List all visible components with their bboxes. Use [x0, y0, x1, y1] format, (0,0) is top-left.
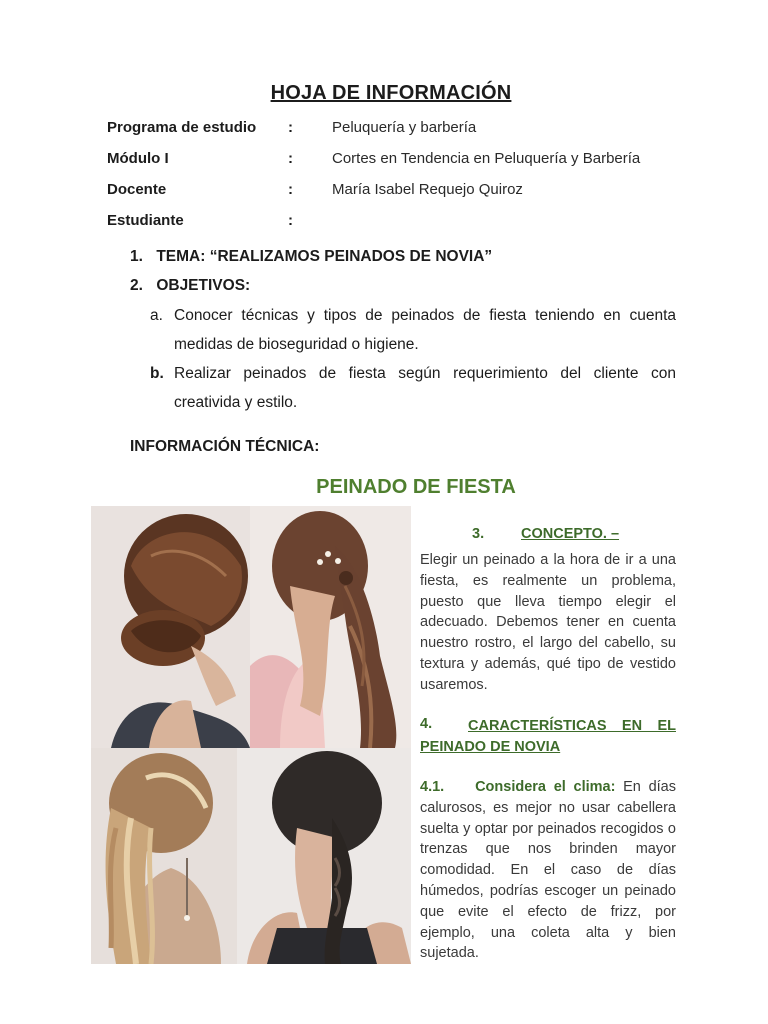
braided-ponytail-photo [237, 748, 411, 964]
info-row-module [107, 150, 687, 170]
info-label: Módulo I [107, 150, 169, 167]
objective-letter: a. [150, 307, 163, 324]
info-value: Peluquería y barbería [332, 119, 477, 136]
item-label: OBJETIVOS: [156, 277, 251, 294]
climate-heading: Considera el clima: [475, 779, 616, 795]
climate-paragraph [420, 777, 676, 964]
info-row-teacher [107, 181, 687, 201]
info-label: Docente [107, 181, 167, 198]
info-colon: : [288, 181, 293, 198]
half-up-waves-photo [250, 506, 411, 748]
info-colon: : [288, 150, 293, 167]
info-row-program [107, 119, 687, 139]
climate-text: En días calurosos, es mejor no usar cabellera suelta y optar por peinados recogidos o trenzas que nos brinden mayor comodidad. En el caso de días húmedos, podrías escoger un peinado que evite el efecto de frizz, por ejemplo, una coleta alta y bien sujetada. [420, 779, 676, 962]
characteristics-number: 4. [420, 716, 433, 732]
item-number: 1. [130, 248, 143, 265]
info-row-student [107, 212, 687, 232]
info-colon: : [288, 212, 293, 229]
objective-text: Conocer técnicas y tipos de peinados de fiesta teniendo en cuenta medidas de bioseguridad o higiene. [174, 307, 676, 353]
item-label: TEMA: [156, 248, 206, 265]
characteristics-heading: CARACTERÍSTICAS EN EL PEINADO DE NOVIA [420, 718, 676, 755]
info-colon: : [288, 119, 293, 136]
info-label: Programa de estudio [107, 119, 257, 136]
item-tema [130, 248, 492, 266]
document-title: HOJA DE INFORMACIÓN [270, 82, 512, 104]
info-value: María Isabel Requejo Quiroz [332, 181, 523, 198]
concept-heading: CONCEPTO. – [521, 526, 620, 542]
technical-info-heading: INFORMACIÓN TÉCNICA: [130, 438, 320, 455]
climate-number: 4.1. [420, 779, 445, 795]
objective-a [150, 301, 676, 359]
blonde-waves-photo [91, 748, 237, 964]
info-label: Estudiante [107, 212, 184, 229]
concept-paragraph: Elegir un peinado a la hora de ir a una fiesta, es realmente un problema, puesto que lleva tiempo elegir el adecuado. Debemos tener en cuenta nuestro rostro, el largo del cabello, su textura y además, qué tipo de vestido usaremos. [420, 552, 676, 693]
objective-letter: b. [150, 365, 164, 382]
item-number: 2. [130, 277, 143, 294]
concept-number: 3. [472, 526, 485, 542]
low-bun-photo [91, 506, 250, 748]
info-value: Cortes en Tendencia en Peluquería y Barbería [332, 150, 641, 167]
section-title: PEINADO DE FIESTA [316, 476, 516, 498]
hairstyle-photo-collage [91, 506, 411, 964]
objective-text: Realizar peinados de fiesta según requerimiento del cliente con creativida y estilo. [174, 365, 676, 411]
item-objetivos [130, 277, 250, 295]
item-value: “REALIZAMOS PEINADOS DE NOVIA” [209, 248, 493, 265]
objective-b [150, 359, 676, 417]
